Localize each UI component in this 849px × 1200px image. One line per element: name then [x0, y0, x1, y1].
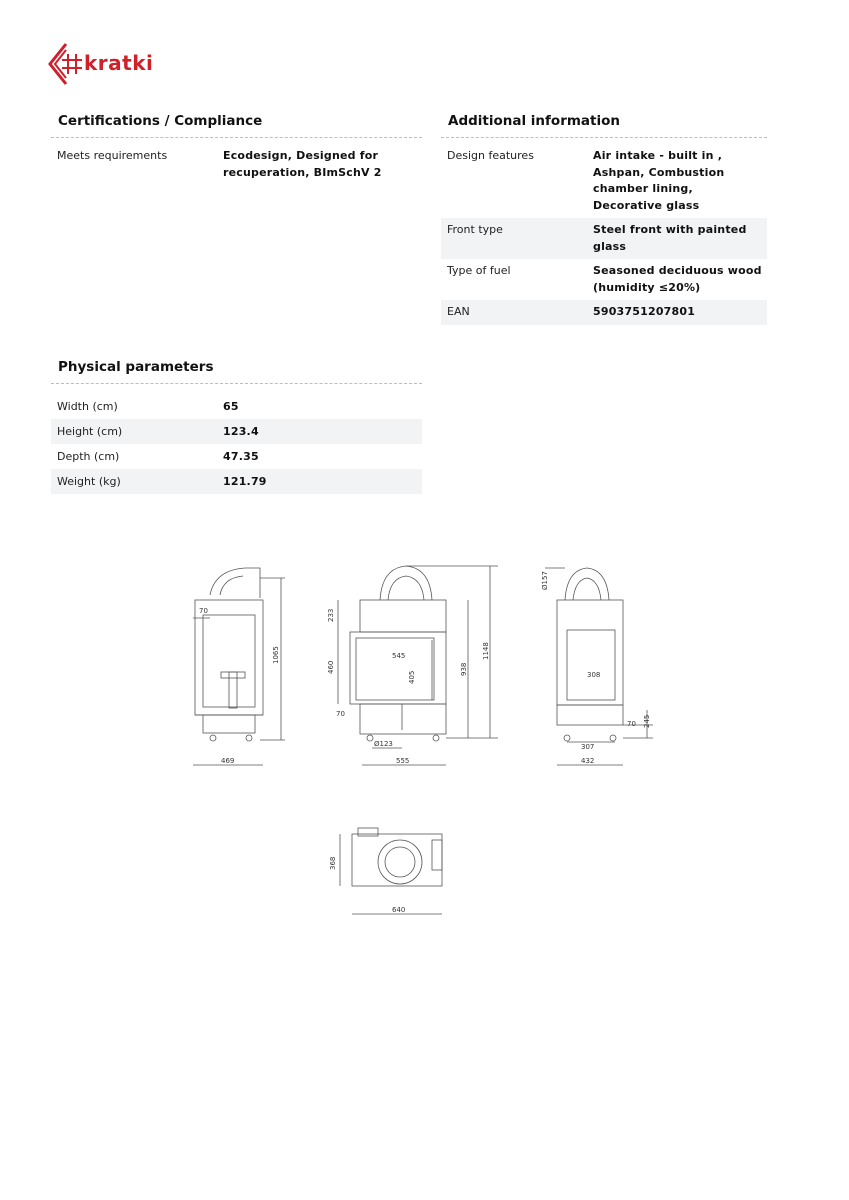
- row-label: Meets requirements: [57, 149, 168, 162]
- dim-label: 405: [408, 670, 416, 684]
- table-row: [51, 444, 422, 469]
- dim-label: 469: [221, 757, 235, 765]
- dim-label: 233: [327, 608, 335, 622]
- front-view-drawing: [322, 560, 504, 775]
- section-title: Certifications / Compliance: [51, 105, 422, 138]
- dim-label: 1065: [272, 646, 280, 664]
- row-label: Weight (kg): [57, 475, 121, 488]
- kratki-logo: [44, 40, 184, 88]
- dim-label: 640: [392, 906, 406, 914]
- logo-wordmark: kratki: [84, 51, 154, 75]
- row-value: 121.79: [223, 475, 267, 488]
- row-label: Height (cm): [57, 425, 123, 438]
- kratki-logo-mark: [44, 40, 88, 88]
- dim-label: 938: [460, 662, 468, 676]
- row-value: 5903751207801: [593, 305, 696, 318]
- table-row: [51, 148, 422, 181]
- row-value: Air intake - built in , Ashpan, Combustion chamber lining, Decorative glass: [593, 149, 725, 212]
- dim-label: 70: [336, 710, 345, 718]
- dim-label: 245: [643, 714, 651, 728]
- physical-parameters-section: [51, 351, 422, 494]
- dim-label: 1148: [482, 642, 490, 660]
- side-view-drawing: [185, 560, 295, 775]
- table-row: [441, 300, 767, 325]
- row-value: Seasoned deciduous wood (humidity ≤20%): [593, 264, 762, 294]
- top-view-drawing: [322, 822, 457, 924]
- dim-label: 555: [396, 757, 410, 765]
- table-row: [441, 259, 767, 300]
- table-row: [441, 218, 767, 259]
- table-row: [51, 469, 422, 494]
- dim-label: 460: [327, 660, 335, 674]
- row-label: Type of fuel: [447, 264, 511, 277]
- dim-label: 545: [392, 652, 406, 660]
- dim-label: 368: [329, 856, 337, 870]
- dim-label: 308: [587, 671, 601, 679]
- row-label: Width (cm): [57, 400, 118, 413]
- row-value: Steel front with painted glass: [593, 223, 747, 253]
- section-title: Physical parameters: [51, 351, 422, 384]
- row-value: Ecodesign, Designed for recuperation, BImSchV 2: [223, 149, 382, 179]
- certifications-section: [51, 105, 422, 181]
- table-row: [51, 394, 422, 419]
- dim-label: 307: [581, 743, 595, 751]
- row-value: 47.35: [223, 450, 259, 463]
- dim-label: 70: [199, 607, 208, 615]
- dim-label: Ø157: [541, 571, 549, 590]
- row-label: Front type: [447, 223, 503, 236]
- table-row: [441, 148, 767, 218]
- dim-label: 432: [581, 757, 595, 765]
- row-label: EAN: [447, 305, 470, 318]
- side-view-right-drawing: [535, 560, 660, 775]
- dim-label: 70: [627, 720, 636, 728]
- row-value: 123.4: [223, 425, 259, 438]
- row-label: Design features: [447, 149, 534, 162]
- row-label: Depth (cm): [57, 450, 120, 463]
- dim-label: Ø123: [374, 740, 393, 748]
- row-value: 65: [223, 400, 239, 413]
- additional-info-section: [441, 105, 767, 325]
- table-row: [51, 419, 422, 444]
- section-title: Additional information: [441, 105, 767, 138]
